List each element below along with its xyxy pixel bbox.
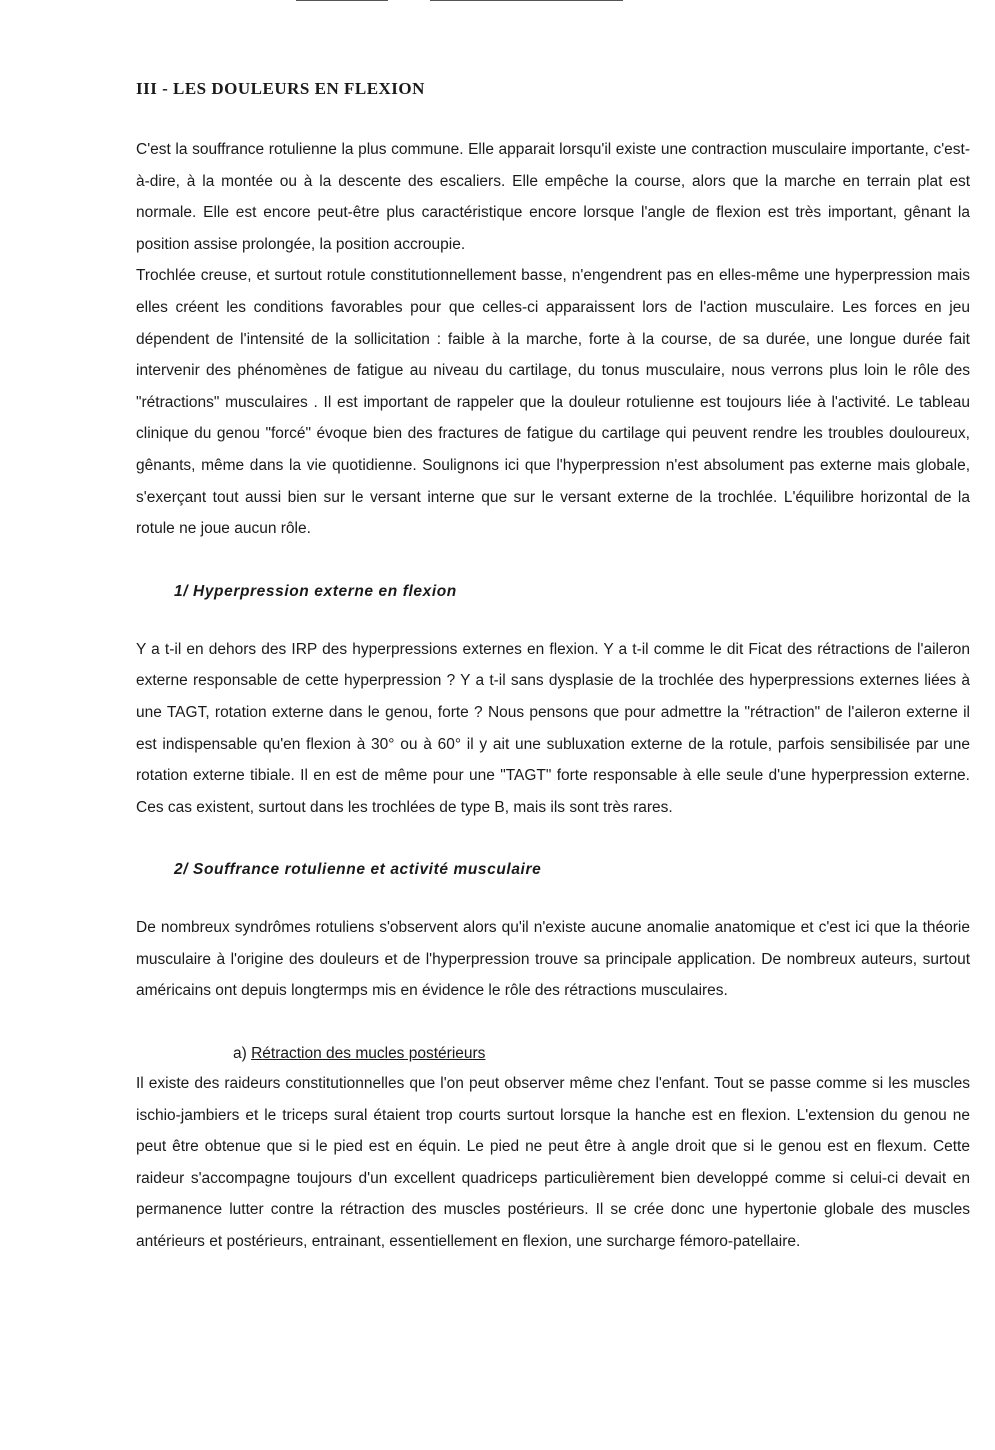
subsection-a-heading [233, 1041, 970, 1066]
subsection-a-prefix: a) [233, 1045, 252, 1063]
intro-paragraph-2: Trochlée creuse, et surtout rotule constitutionnellement basse, n'engendrent pas en elles-même une hyperpression mais elles créent les conditions favorables pour que celles-ci apparaissent lors de l'action musculaire. Les forces en jeu dépendent de l'intensité de la sollicitation : faible à la marche, forte à la course, de sa durée, une longue durée fait intervenir des phénomènes de fatigue au niveau du cartilage, du tonus musculaire, nous verrons plus loin le rôle des "rétractions" musculaires . Il est important de rappeler que la douleur rotulienne est toujours liée à l'activité. Le tableau clinique du genou "forcé" évoque bien des fractures de fatigue du cartilage qui peuvent rendre les troubles douloureux, gênants, même dans la vie quotidienne. Soulignons ici que l'hyperpression n'est absolument pas externe mais globale, s'exerçant tout aussi bien sur le versant interne que sur le versant externe de la trochlée. L'équilibre horizontal de la rotule ne joue aucun rôle. [136, 267, 970, 538]
subsection-2-paragraph: De nombreux syndrômes rotuliens s'observent alors qu'il n'existe aucune anomalie anatomique et c'est ici que la théorie musculaire à l'origine des douleurs et de l'hyperpression trouve sa principale application. De nombreux auteurs, surtout américains ont depuis longtermps mis en évidence le rôle des rétractions musculaires. [136, 919, 970, 1000]
subsection-1-heading: 1/ Hyperpression externe en flexion [174, 582, 457, 600]
top-rule-right [430, 0, 623, 1]
top-rule-left [296, 0, 388, 1]
section-title: III - LES DOULEURS EN FLEXION [136, 79, 425, 98]
subsection-1-paragraph: Y a t-il en dehors des IRP des hyperpressions externes en flexion. Y a t-il comme le dit Ficat des rétractions de l'aileron externe responsable de cette hyperpression ? Y a t-il sans dysplasie de la trochlée des hyperpressions externes liées à une TAGT, rotation externe dans le genou, forte ? Nous pensons que pour admettre la "rétraction" de l'aileron externe il est indispensable qu'en flexion à 30° ou à 60° il y ait une subluxation externe de la rotule, parfois sensibilisée par une rotation externe tibiale. Il en est de même pour une "TAGT" forte responsable à elle seule d'une hyperpression externe. Ces cas existent, surtout dans les trochlées de type B, mais ils sont très rares. [136, 640, 970, 816]
subsection-2-heading: 2/ Souffrance rotulienne et activité musculaire [174, 861, 542, 879]
subsection-a-title: Rétraction des mucles postérieurs [251, 1045, 486, 1063]
intro-paragraph-1: C'est la souffrance rotulienne la plus commune. Elle apparait lorsqu'il existe une contraction musculaire importante, c'est-à-dire, à la montée ou à la descente des escaliers. Elle empêche la course, alors que la marche en terrain plat est normale. Elle est encore peut-être plus caractéristique encore lorsque l'angle de flexion est très important, gênant la position assise prolongée, la position accroupie. [136, 141, 970, 253]
subsection-a-paragraph: Il existe des raideurs constitutionnelles que l'on peut observer même chez l'enfant. Tout se passe comme si les muscles ischio-jambiers et le triceps sural étaient trop courts surtout lorsque la hanche est en flexion. L'extension du genou ne peut être obtenue que si le pied est en équin. Le pied ne peut être à angle droit que si le genou est en flexum. Cette raideur s'accompagne toujours d'un excellent quadriceps particulièrement bien developpé comme si celui-ci devait en permanence lutter contre la rétraction des muscles postérieurs. Il se crée donc une hypertonie globale des muscles antérieurs et postérieurs, entrainant, essentiellement en flexion, une surcharge fémoro-patellaire. [136, 1075, 970, 1251]
document-page [136, 78, 970, 1258]
